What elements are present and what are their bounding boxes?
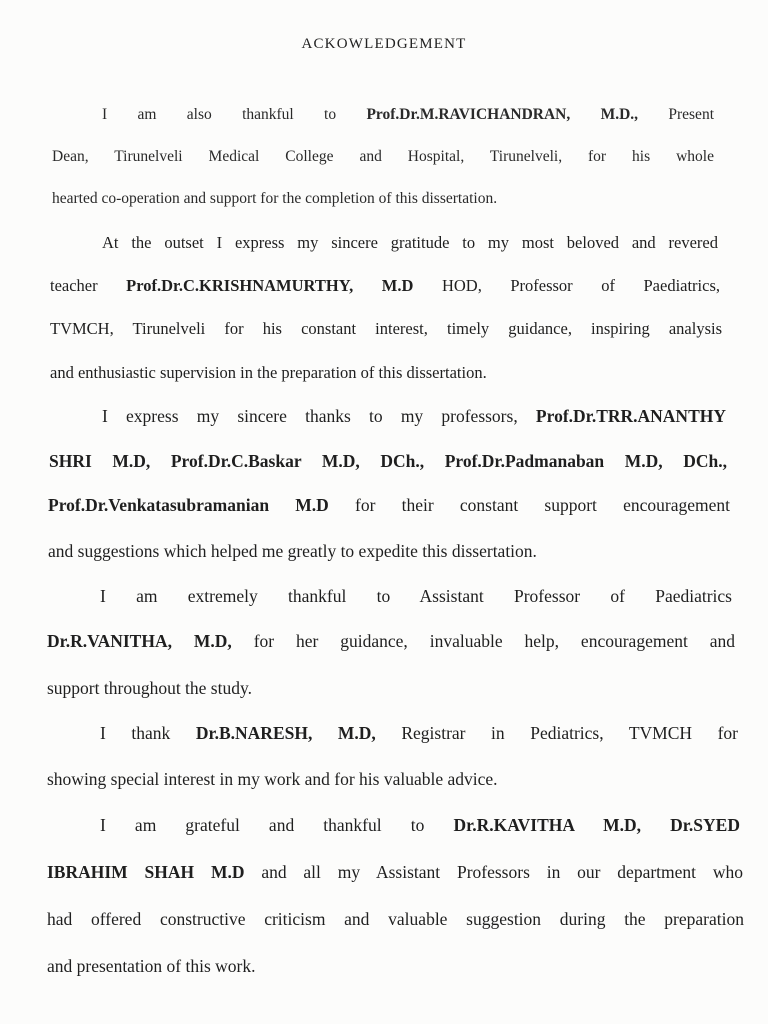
p2-line-1: At the outset I express my sincere gratitude to my most beloved and revered — [102, 233, 718, 252]
dean-name: Prof.Dr.M.RAVICHANDRAN, M.D., — [366, 106, 639, 123]
p3-line-1 — [102, 405, 726, 427]
assistant-professor-name: IBRAHIM SHAH M.D — [47, 862, 245, 882]
assistant-professor-name: Dr.R.VANITHA, M.D, — [47, 631, 232, 651]
p6-line-2 — [47, 861, 743, 883]
p5-text: Registrar in Pediatrics, TVMCH for — [375, 723, 738, 743]
p3-line-4: and suggestions which helped me greatly to expedite this dissertation. — [48, 541, 537, 561]
p1-line-1 — [102, 104, 714, 126]
p3-text: I express my sincere thanks to my professors, — [102, 406, 536, 426]
p3-text: for their constant support encouragement — [328, 495, 730, 515]
p2-text: HOD, Professor of Paediatrics, — [413, 276, 721, 295]
p2-text: teacher — [50, 276, 127, 295]
p6-line-4: and presentation of this work. — [47, 956, 256, 976]
p4-line-1: I am extremely thankful to Assistant Professor of Paediatrics — [100, 586, 732, 606]
p2-line-4: and enthusiastic supervision in the preparation of this dissertation. — [50, 363, 487, 382]
p6-text: and all my Assistant Professors in our department who — [244, 862, 743, 882]
assistant-professor-names: Dr.R.KAVITHA M.D, Dr.SYED — [453, 815, 740, 835]
p1-text: I am also thankful to — [102, 106, 367, 123]
p4-text: for her guidance, invaluable help, encouragement and — [231, 631, 736, 651]
p1-line-2: Dean, Tirunelveli Medical College and Hospital, Tirunelveli, for his whole — [52, 148, 714, 165]
p5-line-2: showing special interest in my work and for his valuable advice. — [47, 769, 498, 789]
professor-names: SHRI M.D, Prof.Dr.C.Baskar M.D, DCh., Prof.Dr.Padmanaban M.D, DCh., — [49, 451, 727, 471]
p1-text: Present — [638, 106, 714, 123]
p1-line-3: hearted co-operation and support for the completion of this dissertation. — [52, 190, 498, 207]
p6-line-3: had offered constructive criticism and valuable suggestion during the preparation — [47, 909, 744, 929]
p3-line-3 — [48, 494, 730, 516]
p2-line-2 — [50, 275, 720, 297]
p4-line-3: support throughout the study. — [47, 678, 252, 698]
registrar-name: Dr.B.NARESH, M.D, — [195, 723, 376, 743]
p3-line-2 — [49, 450, 727, 472]
p6-line-1 — [100, 814, 740, 836]
p6-text: I am grateful and thankful to — [100, 815, 454, 835]
hod-name: Prof.Dr.C.KRISHNAMURTHY, M.D — [126, 276, 414, 295]
p5-line-1 — [100, 722, 738, 744]
p2-line-3: TVMCH, Tirunelveli for his constant interest, timely guidance, inspiring analysis — [50, 319, 722, 338]
p5-text: I thank — [100, 723, 196, 743]
page-title: ACKOWLEDGEMENT — [301, 36, 467, 52]
professor-name: Prof.Dr.Venkatasubramanian M.D — [48, 495, 329, 515]
p4-line-2 — [47, 630, 735, 652]
professor-name: Prof.Dr.TRR.ANANTHY — [535, 406, 726, 426]
